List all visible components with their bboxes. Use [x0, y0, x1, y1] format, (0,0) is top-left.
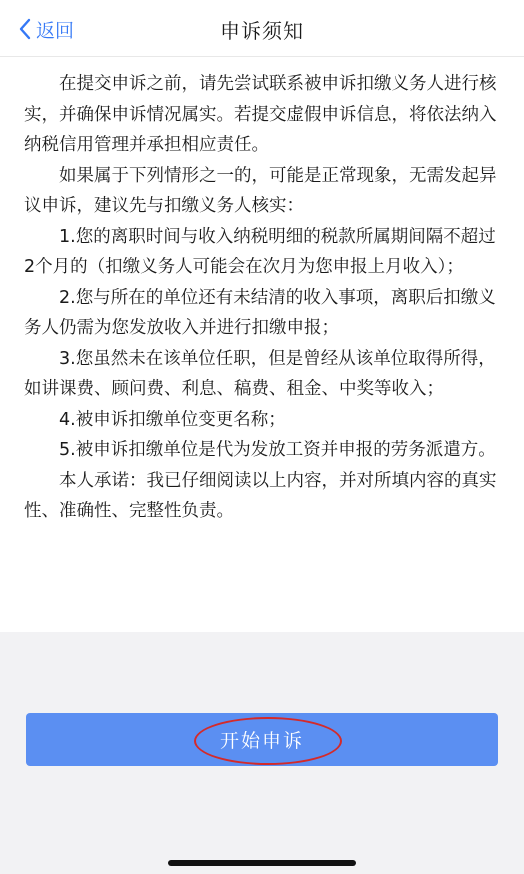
notice-text	[24, 69, 502, 527]
notice-paragraph: 5.被申诉扣缴单位是代为发放工资并申报的劳务派遣方。	[59, 440, 496, 460]
notice-paragraph: 在提交申诉之前，请先尝试联系被申诉扣缴义务人进行核实，并确保申诉情况属实。若提交虚假申诉信息，将依法纳入纳税信用管理并承担相应责任。	[24, 74, 497, 155]
navigation-bar	[0, 0, 524, 57]
notice-panel	[0, 57, 524, 632]
notice-paragraph: 如果属于下列情形之一的，可能是正常现象，无需发起异议申诉，建议先与扣缴义务人核实：	[24, 165, 497, 216]
back-label: 返回	[36, 19, 75, 42]
notice-paragraph: 1.您的离职时间与收入纳税明细的税款所属期间隔不超过2个月的（扣缴义务人可能会在次月为您申报上月收入）；	[24, 226, 496, 277]
notice-paragraph: 4.被申诉扣缴单位变更名称；	[59, 409, 286, 430]
start-appeal-button[interactable]	[26, 713, 498, 766]
page-title: 申诉须知	[220, 19, 304, 43]
notice-paragraph: 2.您与所在的单位还有未结清的收入事项，离职后扣缴义务人仍需为您发放收入并进行扣缴申报；	[24, 287, 496, 338]
notice-paragraph: 本人承诺：我已仔细阅读以上内容，并对所填内容的真实性、准确性、完整性负责。	[24, 470, 497, 521]
start-appeal-label: 开始申诉	[219, 730, 304, 752]
notice-paragraph: 3.您虽然未在该单位任职，但是曾经从该单位取得所得，如讲课费、顾问费、利息、稿费、租金、中奖等收入；	[24, 348, 496, 399]
home-indicator	[168, 860, 356, 866]
